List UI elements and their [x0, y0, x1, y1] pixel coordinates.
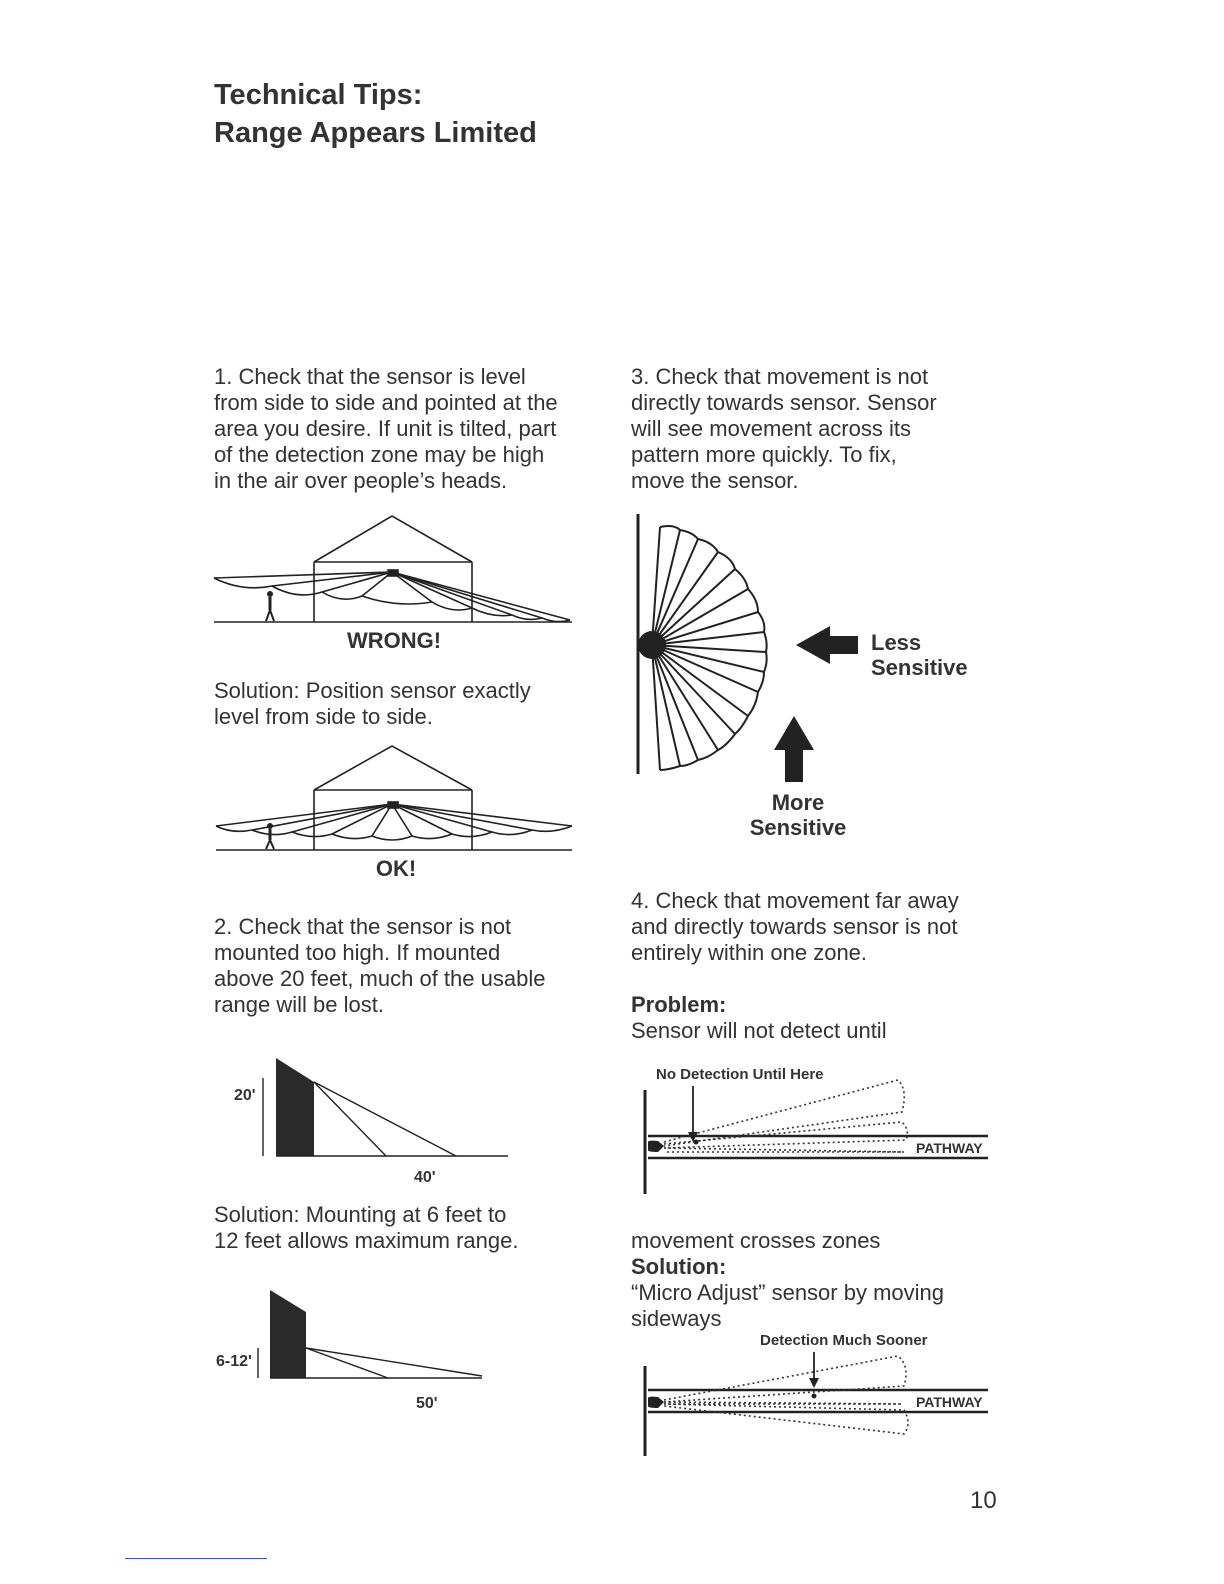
page-number: 10 [970, 1487, 997, 1514]
low-mount-diagram [212, 1288, 512, 1418]
solution-2-text: Solution: Mounting at 6 feet to 12 feet allows maximum range. [214, 1202, 519, 1253]
person-icon [266, 591, 274, 621]
tip-1-text: 1. Check that the sensor is level from side to side and pointed at the area you desire. If unit is tilted, part of the detection zone may be high in the air over people’s heads. [214, 364, 558, 493]
ok-label: OK! [375, 856, 417, 881]
left-arrow-icon [796, 624, 860, 666]
no-detection-label: No Detection Until Here [656, 1066, 824, 1083]
height-low-label: 6-12' [216, 1353, 252, 1370]
problem-text: Sensor will not detect until [631, 1018, 887, 1043]
wrong-label: WRONG! [346, 628, 442, 653]
wall-icon [276, 1058, 314, 1156]
solution-pathway-diagram [640, 1326, 990, 1458]
detection-sooner-label: Detection Much Sooner [760, 1332, 928, 1349]
high-mount-diagram [226, 1052, 516, 1192]
solution-label: Solution: [631, 1254, 727, 1279]
more-sensitive-label: More Sensitive [749, 790, 847, 840]
title-line-2: Range Appears Limited [214, 117, 537, 149]
up-arrow-icon [774, 716, 814, 784]
person-icon [266, 823, 274, 849]
footer-divider [125, 1558, 267, 1559]
less-sensitive-label: Less Sensitive [871, 630, 968, 680]
height-high-label: 20' [234, 1087, 256, 1104]
solution-1-text: Solution: Position sensor exactly level from side to side. [214, 678, 531, 729]
tilted-sensor-diagram [212, 512, 576, 628]
range-high-label: 40' [414, 1169, 436, 1186]
range-low-label: 50' [416, 1395, 438, 1412]
problem-label: Problem: [631, 992, 727, 1017]
fan-pattern-diagram [634, 512, 774, 776]
tip-2-text: 2. Check that the sensor is not mounted too high. If mounted above 20 feet, much of the usable range will be lost. [214, 914, 546, 1017]
level-sensor-diagram [212, 742, 576, 854]
solution-text: “Micro Adjust” sensor by moving sideways [631, 1280, 944, 1331]
problem-continued-text: movement crosses zones [631, 1228, 881, 1253]
pathway-label: PATHWAY [916, 1140, 983, 1156]
tip-4-text: 4. Check that movement far away and directly towards sensor is not entirely within one zone. [631, 888, 959, 965]
pathway-label: PATHWAY [916, 1394, 983, 1410]
problem-pathway-diagram [640, 1060, 990, 1196]
tip-3-text: 3. Check that movement is not directly towards sensor. Sensor will see movement across its pattern more quickly. To fix, move the sensor. [631, 364, 937, 493]
wall-icon [270, 1290, 306, 1378]
page-title [214, 76, 537, 152]
title-line-1: Technical Tips: [214, 79, 423, 111]
